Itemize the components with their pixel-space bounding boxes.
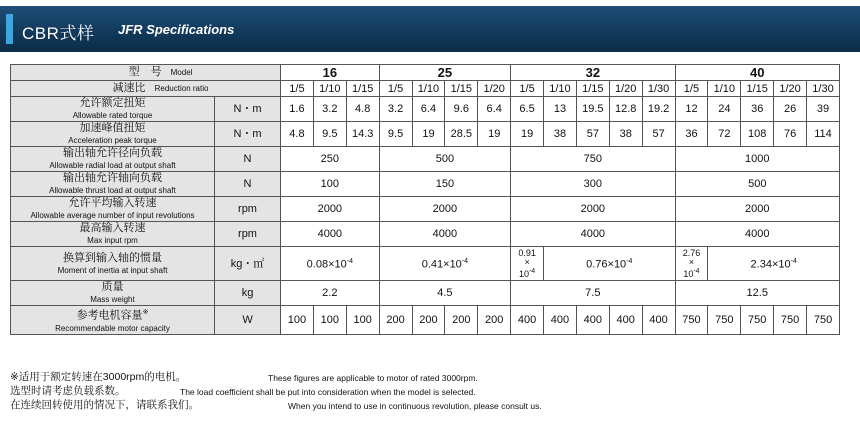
- spec-table: [10, 64, 840, 335]
- peak-torque-value: 38: [609, 122, 642, 147]
- thrust-load-16: 100: [281, 172, 380, 197]
- peak-torque-value: 19: [511, 122, 544, 147]
- motor-cn-line: [11, 306, 214, 323]
- note-3-en: When you intend to use in continuous revolution, please consult us.: [288, 401, 542, 411]
- note-3-cn: 在连续回转使用的情况下，请联系我们。: [10, 399, 199, 411]
- thrust-load-cn: 输出轴允许轴向负载: [63, 172, 162, 184]
- peak-torque-value: 14.3: [346, 122, 379, 147]
- inertia-16: [281, 247, 380, 281]
- note-3: [10, 398, 850, 412]
- inertia-25: [379, 247, 511, 281]
- inertia-32-first-num: 0.91: [518, 247, 536, 258]
- page-title: CBR式样: [22, 24, 95, 43]
- radial-load-label: [11, 147, 215, 172]
- motor-cn: 参考电机容量: [76, 309, 143, 322]
- peak-torque-cn: 加速峰值扭矩: [79, 122, 146, 134]
- rated-torque-value: 24: [708, 97, 741, 122]
- max-speed-40: 4000: [675, 222, 839, 247]
- thrust-load-40: 500: [675, 172, 839, 197]
- motor-value: 200: [379, 306, 412, 335]
- notes: [10, 370, 850, 412]
- header-accent-bar: [6, 14, 13, 44]
- rated-torque-value: 3.2: [313, 97, 346, 122]
- peak-torque-value: 76: [774, 122, 807, 147]
- note-1-en: These figures are applicable to motor of rated 3000rpm.: [268, 373, 478, 383]
- ratio-cell: 1/20: [609, 81, 642, 97]
- motor-value: 200: [478, 306, 511, 335]
- rated-torque-value: 4.8: [346, 97, 379, 122]
- peak-torque-unit: N・m: [215, 122, 281, 147]
- peak-torque-value: 19: [412, 122, 445, 147]
- motor-value: 100: [281, 306, 314, 335]
- rated-torque-value: 6.5: [511, 97, 544, 122]
- ratio-cell: 1/10: [708, 81, 741, 97]
- inertia-exp: -4: [790, 258, 797, 266]
- ratio-cell: 1/30: [642, 81, 675, 97]
- rated-torque-value: 26: [774, 97, 807, 122]
- note-1: [10, 370, 850, 384]
- rated-torque-value: 1.6: [281, 97, 314, 122]
- inertia-32-first-pow: [511, 267, 543, 279]
- ratio-cell: 1/5: [379, 81, 412, 97]
- motor-value: 400: [511, 306, 544, 335]
- inertia-exp: -4: [461, 258, 469, 266]
- peak-torque-row: [11, 122, 840, 147]
- ratio-cell: 1/15: [741, 81, 774, 97]
- peak-torque-value: 57: [642, 122, 675, 147]
- max-speed-label: [11, 222, 215, 247]
- radial-load-en: Allowable radial load at output shaft: [49, 161, 176, 170]
- inertia-unit: kg・㎡: [215, 247, 281, 281]
- note-1-cn: ※适用于额定转速在3000rpm的电机。: [10, 371, 187, 383]
- rated-torque-value: 19.5: [576, 97, 609, 122]
- avg-speed-40: 2000: [675, 197, 839, 222]
- motor-value: 100: [313, 306, 346, 335]
- rated-torque-en: Allowable rated torque: [72, 111, 153, 120]
- motor-value: 200: [412, 306, 445, 335]
- max-speed-row: [11, 222, 840, 247]
- ratio-cell: 1/10: [544, 81, 577, 97]
- mass-25: 4.5: [379, 281, 511, 306]
- rated-torque-unit: N・m: [215, 97, 281, 122]
- inertia-40-first-pow: [676, 267, 708, 279]
- motor-value: 200: [445, 306, 478, 335]
- max-speed-cn: 最高输入转速: [79, 222, 146, 234]
- peak-torque-value: 19: [478, 122, 511, 147]
- ratio-cell: 1/15: [445, 81, 478, 97]
- max-speed-unit: rpm: [215, 222, 281, 247]
- motor-value: 750: [708, 306, 741, 335]
- max-speed-32: 4000: [511, 222, 675, 247]
- thrust-load-unit: N: [215, 172, 281, 197]
- motor-label: [11, 306, 215, 335]
- inertia-times: ×: [688, 256, 695, 267]
- avg-speed-en: Allowable average number of input revolutions: [30, 211, 195, 220]
- peak-torque-value: 9.5: [313, 122, 346, 147]
- model-40: 40: [675, 65, 839, 81]
- motor-value: 400: [642, 306, 675, 335]
- max-speed-16: 4000: [281, 222, 380, 247]
- inertia-en: Moment of inertia at input shaft: [57, 265, 168, 275]
- ratio-cell: 1/5: [281, 81, 314, 97]
- motor-mark: ※: [142, 309, 149, 316]
- inertia-32-base: 0.76×10: [586, 258, 627, 271]
- radial-load-16: 250: [281, 147, 380, 172]
- model-32: 32: [511, 65, 675, 81]
- radial-load-40: 1000: [675, 147, 839, 172]
- rated-torque-value: 19.2: [642, 97, 675, 122]
- mass-cn: 质量: [101, 281, 124, 293]
- peak-torque-value: 114: [807, 122, 840, 147]
- peak-torque-value: 9.5: [379, 122, 412, 147]
- mass-label: [11, 281, 215, 306]
- inertia-25-base: 0.41×10: [421, 258, 462, 271]
- inertia-exp: -4: [528, 267, 536, 275]
- inertia-16-base: 0.08×10: [306, 258, 347, 271]
- model-label-en: Model: [170, 68, 193, 77]
- motor-value: 750: [774, 306, 807, 335]
- peak-torque-en: Acceleration peak torque: [68, 136, 157, 145]
- avg-speed-25: 2000: [379, 197, 511, 222]
- avg-speed-16: 2000: [281, 197, 380, 222]
- rated-torque-value: 13: [544, 97, 577, 122]
- motor-value: 750: [741, 306, 774, 335]
- inertia-exp: -4: [346, 258, 353, 266]
- inertia-32-first: [511, 247, 544, 281]
- peak-torque-value: 4.8: [281, 122, 314, 147]
- ratio-cell: 1/15: [346, 81, 379, 97]
- avg-speed-unit: rpm: [215, 197, 281, 222]
- ratio-cell: 1/20: [478, 81, 511, 97]
- peak-torque-value: 72: [708, 122, 741, 147]
- avg-speed-label: [11, 197, 215, 222]
- rated-torque-value: 39: [807, 97, 840, 122]
- motor-en: Recommendable motor capacity: [55, 323, 170, 333]
- model-16: 16: [281, 65, 380, 81]
- inertia-40-first-num: 2.76: [682, 247, 701, 258]
- model-25: 25: [379, 65, 511, 81]
- motor-row: [11, 306, 840, 335]
- ratio-label: [11, 81, 281, 97]
- model-label: [11, 65, 281, 81]
- peak-torque-value: 28.5: [445, 122, 478, 147]
- motor-value: 400: [576, 306, 609, 335]
- ratio-cell: 1/5: [511, 81, 544, 97]
- inertia-cn: 换算到输入轴的惯量: [63, 251, 162, 264]
- inertia-ten: 10: [683, 268, 694, 279]
- inertia-40-base: 2.34×10: [750, 258, 791, 271]
- radial-load-unit: N: [215, 147, 281, 172]
- ratio-label-en: Reduction ratio: [154, 84, 209, 93]
- inertia-row: [11, 247, 840, 281]
- rated-torque-row: [11, 97, 840, 122]
- motor-value: 400: [544, 306, 577, 335]
- inertia-ten: 10: [518, 268, 529, 279]
- thrust-load-25: 150: [379, 172, 511, 197]
- inertia-label: [11, 247, 215, 281]
- thrust-load-row: [11, 172, 840, 197]
- peak-torque-value: 36: [675, 122, 708, 147]
- radial-load-row: [11, 147, 840, 172]
- ratio-row: [11, 81, 840, 97]
- motor-value: 750: [807, 306, 840, 335]
- motor-unit: W: [215, 306, 281, 335]
- rated-torque-value: 6.4: [478, 97, 511, 122]
- avg-speed-32: 2000: [511, 197, 675, 222]
- avg-speed-cn: 允许平均输入转速: [68, 197, 157, 209]
- radial-load-25: 500: [379, 147, 511, 172]
- rated-torque-value: 6.4: [412, 97, 445, 122]
- ratio-cell: 1/20: [774, 81, 807, 97]
- model-label-cn: 型 号: [128, 66, 162, 78]
- note-2-en: The load coefficient shall be put into consideration when the model is selected.: [180, 387, 476, 397]
- page-subtitle: JFR Specifications: [118, 22, 235, 37]
- rated-torque-value: 9.6: [445, 97, 478, 122]
- thrust-load-32: 300: [511, 172, 675, 197]
- inertia-32-rest: [544, 247, 676, 281]
- peak-torque-value: 57: [576, 122, 609, 147]
- max-speed-en: Max input rpm: [87, 236, 138, 245]
- ratio-cell: 1/10: [313, 81, 346, 97]
- avg-speed-row: [11, 197, 840, 222]
- rated-torque-cn: 允许额定扭矩: [79, 97, 146, 109]
- thrust-load-label: [11, 172, 215, 197]
- rated-torque-label: [11, 97, 215, 122]
- rated-torque-value: 36: [741, 97, 774, 122]
- inertia-exp: -4: [693, 267, 700, 275]
- note-2-cn: 选型时请考虑负载系数。: [10, 385, 126, 397]
- mass-row: [11, 281, 840, 306]
- mass-40: 12.5: [675, 281, 839, 306]
- radial-load-32: 750: [511, 147, 675, 172]
- mass-16: 2.2: [281, 281, 380, 306]
- rated-torque-value: 12.8: [609, 97, 642, 122]
- mass-32: 7.5: [511, 281, 675, 306]
- motor-value: 100: [346, 306, 379, 335]
- model-row: [11, 65, 840, 81]
- ratio-label-cn: 减速比: [112, 82, 146, 94]
- ratio-cell: 1/15: [576, 81, 609, 97]
- radial-load-cn: 输出轴允许径向负载: [63, 147, 162, 159]
- ratio-cell: 1/10: [412, 81, 445, 97]
- mass-en: Mass weight: [90, 295, 135, 304]
- motor-value: 750: [675, 306, 708, 335]
- rated-torque-value: 3.2: [379, 97, 412, 122]
- thrust-load-en: Allowable thrust load at output shaft: [49, 186, 176, 195]
- mass-unit: kg: [215, 281, 281, 306]
- max-speed-25: 4000: [379, 222, 511, 247]
- inertia-times: ×: [524, 256, 530, 267]
- ratio-cell: 1/5: [675, 81, 708, 97]
- header-bar: [0, 6, 860, 52]
- inertia-40-first: [675, 247, 708, 281]
- peak-torque-value: 108: [741, 122, 774, 147]
- note-2: [10, 384, 850, 398]
- motor-value: 400: [609, 306, 642, 335]
- inertia-exp: -4: [626, 258, 633, 266]
- peak-torque-label: [11, 122, 215, 147]
- ratio-cell: 1/30: [807, 81, 840, 97]
- rated-torque-value: 12: [675, 97, 708, 122]
- peak-torque-value: 38: [544, 122, 577, 147]
- inertia-40-rest: [708, 247, 840, 281]
